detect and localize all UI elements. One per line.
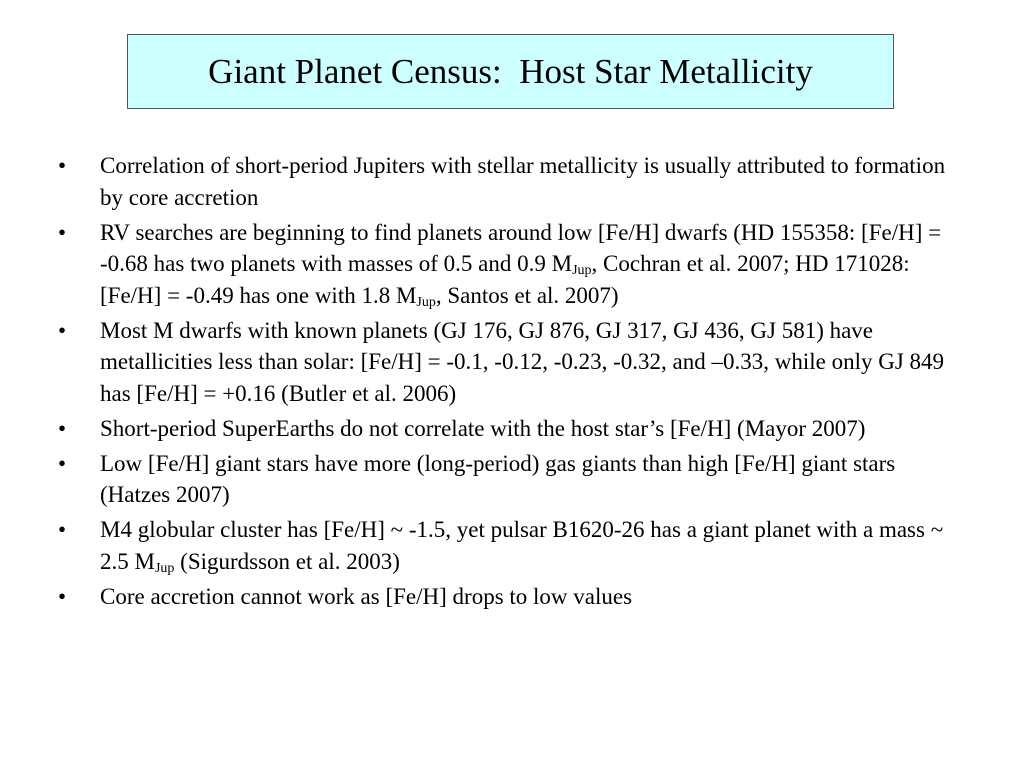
- bullet-text: [100, 517, 943, 574]
- bullet-marker: •: [58, 415, 67, 441]
- bullet-item: [58, 448, 958, 511]
- bullet-marker: •: [58, 153, 67, 178]
- bullet-marker: •: [58, 450, 67, 476]
- subscript-text: Jup: [572, 263, 592, 278]
- bullet-item: [58, 581, 958, 613]
- bullet-text-fragment: , Cochran et al. 2007; HD 171028: [Fe/H] = -0.49 has one with 1.8 M: [100, 251, 910, 308]
- bullet-text-fragment: Low [Fe/H] giant stars have more (long-period) gas giants than high [Fe/H] giant stars (Hatzes 2007): [100, 450, 896, 507]
- bullet-text: [100, 220, 941, 308]
- bullet-text-fragment: RV searches are beginning to find planets around low [Fe/H] dwarfs (HD 155358: [Fe/H] = -0.68 has two planets with masses of 0.5 and 0.9 M: [100, 219, 942, 276]
- bullet-item: [58, 217, 958, 312]
- bullet-text-fragment: M4 globular cluster has [Fe/H] ~ -1.5, yet pulsar B1620-26 has a giant planet with a mass ~ 2.5 M: [100, 517, 944, 574]
- bullet-item: [58, 150, 958, 213]
- bullet-text: [100, 416, 865, 441]
- bullet-item: [58, 514, 958, 577]
- subscript-text: Jup: [416, 294, 436, 310]
- bullet-text-fragment: Core accretion cannot work as [Fe/H] drops to low values: [100, 583, 633, 609]
- bullet-text-fragment: Correlation of short-period Jupiters with stellar metallicity is usually attributed to formation by core accretion: [100, 153, 946, 210]
- bullet-text-fragment: , Santos et al. 2007): [435, 282, 619, 308]
- bullet-marker: •: [58, 317, 67, 343]
- bullet-item: [58, 315, 958, 410]
- bullet-text-fragment: (Sigurdsson et al. 2003): [174, 548, 400, 574]
- bullet-text: [100, 153, 945, 210]
- bullet-marker: •: [58, 517, 67, 542]
- bullet-text: [100, 318, 944, 406]
- bullet-text-fragment: Most M dwarfs with known planets (GJ 176, GJ 876, GJ 317, GJ 436, GJ 581) have metallicities less than solar: [Fe/H] = -0.1, -0.12, -0.23, -0.32, and –0.33, while only GJ 849 has [Fe/H] = +0.16 (Butler et al. 2006): [100, 317, 945, 406]
- slide-title: Giant Planet Census: Host Star Metallicity: [208, 52, 813, 91]
- title-box: [127, 34, 894, 109]
- bullet-item: [58, 413, 958, 445]
- subscript-text: Jup: [154, 560, 175, 576]
- bullet-marker: •: [58, 583, 67, 609]
- bullet-marker: •: [58, 219, 67, 245]
- bullet-text: [100, 584, 632, 609]
- bullet-text: [100, 451, 895, 508]
- bullet-list: [58, 150, 958, 616]
- bullet-text-fragment: Short-period SuperEarths do not correlate with the host star’s [Fe/H] (Mayor 2007): [100, 415, 866, 441]
